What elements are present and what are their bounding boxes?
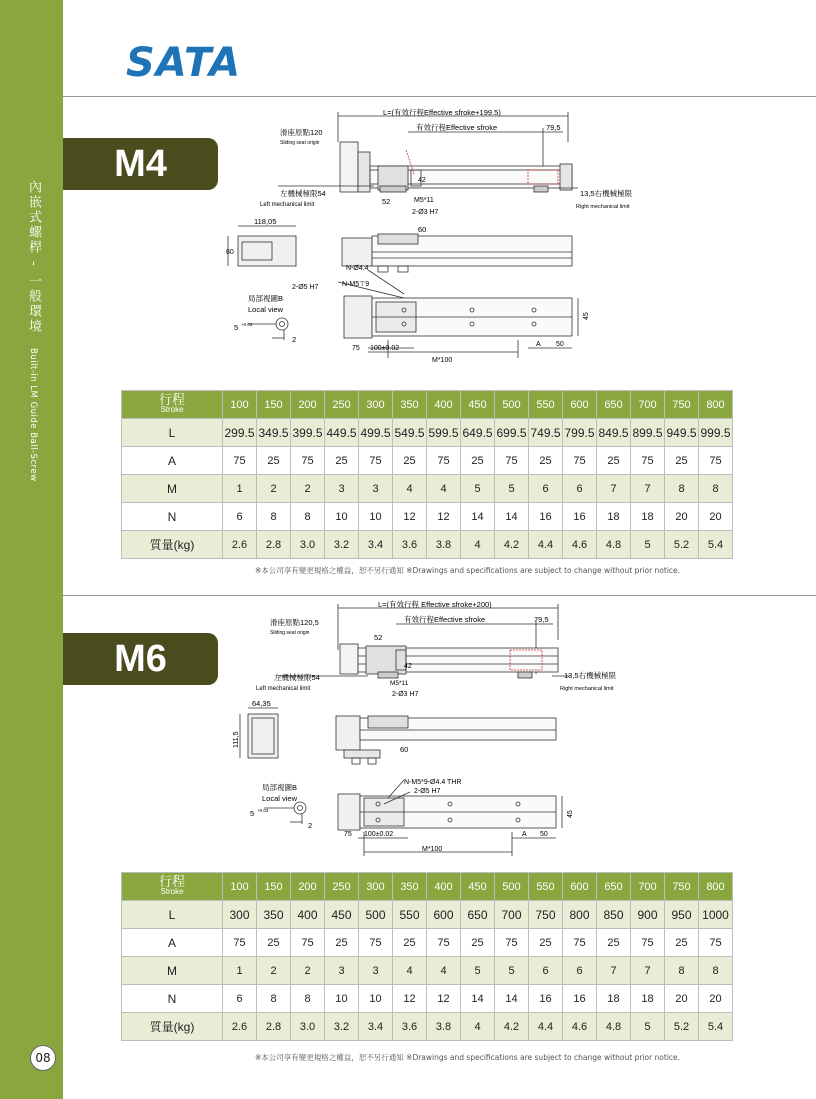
table-cell: 75 [359,447,393,475]
table-cell: 900 [631,901,665,929]
table-row [122,447,733,475]
m6-drawing [218,600,618,862]
stroke-value: 200 [291,873,325,901]
divider-middle [63,595,816,596]
table-cell: 799.5 [563,419,597,447]
stroke-value: 500 [495,391,529,419]
stroke-value: 700 [631,391,665,419]
m4-m5: M5*11 [414,197,434,204]
table-cell: 600 [427,901,461,929]
table-cell: 12 [427,985,461,1013]
table-cell: 75 [291,447,325,475]
table-cell: 4.6 [563,1013,597,1041]
m6-right-limit-en: Right mechanical limit [560,686,614,692]
table-cell: 950 [665,901,699,929]
table-cell: 5 [631,531,665,559]
table-cell: 2 [257,957,291,985]
table-cell: 25 [665,447,699,475]
m6-note: ※本公司享有變更規格之權益，恕不另行通知 ※Drawings and specifications are subject to change without prior notice. [255,1053,681,1062]
m6-hole-03: 2-Ø3 H7 [392,691,419,698]
table-cell: 8 [257,985,291,1013]
m4-dim-50: 50 [556,341,564,348]
m4-dim-right: 79,5 [546,123,561,132]
m6-dim-a: A [522,831,527,838]
table-row [122,1013,733,1041]
m4-dim-60: 60 [418,225,427,234]
m4-left-limit-en: Left mechanical limit [260,202,315,208]
table-cell: 2 [291,475,325,503]
m6-dim-50: 50 [540,831,548,838]
table-cell: 4 [461,1013,495,1041]
table-cell: 25 [529,929,563,957]
table-cell: 5 [631,1013,665,1041]
table-cell: 6 [529,957,563,985]
table-cell: 349.5 [257,419,291,447]
table-cell: 25 [393,929,427,957]
table-cell: 3.6 [393,531,427,559]
table-cell: 14 [461,503,495,531]
table-cell: 649.5 [461,419,495,447]
table-cell: 4 [427,475,461,503]
table-cell: 14 [495,503,529,531]
table-row [122,929,733,957]
table-cell: 14 [461,985,495,1013]
row-label: N [122,503,223,531]
table-cell: 75 [359,929,393,957]
table-cell: 75 [427,929,461,957]
table-cell: 10 [359,503,393,531]
table-cell: 2 [291,957,325,985]
table-cell: 4.6 [563,531,597,559]
table-cell: 350 [257,901,291,929]
stroke-value: 100 [223,391,257,419]
table-cell: 1 [223,957,257,985]
sidebar-subtitle: Built-in LM Guide Ball-Screw [28,348,38,482]
table-header-row [122,873,733,901]
table-cell: 749.5 [529,419,563,447]
table-cell: 8 [291,985,325,1013]
m6-height-111: 111,5 [233,731,240,748]
model-tab-m4: M4 [63,138,218,190]
m4-dim-42: 42 [418,177,426,184]
stroke-header-zh: 行程 [158,391,185,407]
table-cell: 6 [223,985,257,1013]
stroke-value: 650 [597,873,631,901]
table-cell: 10 [325,985,359,1013]
table-row [122,475,733,503]
table-cell: 12 [393,503,427,531]
stroke-value: 450 [461,391,495,419]
table-cell: 7 [631,475,665,503]
row-label: L [122,901,223,929]
m6-left-limit-en: Left mechanical limit [256,686,311,692]
sidebar-title [26,180,40,482]
table-cell: 3.4 [359,531,393,559]
m4-left-limit: 左機械極限54 [280,189,326,198]
table-cell: 25 [461,447,495,475]
m4-dim-45: 45 [583,312,590,320]
table-cell: 7 [597,475,631,503]
table-cell: 6 [563,475,597,503]
table-cell: 4.2 [495,531,529,559]
table-cell: 75 [563,929,597,957]
stroke-value: 600 [563,873,597,901]
model-tab-m6: M6 [63,633,218,685]
table-cell: 75 [563,447,597,475]
table-cell: 3.2 [325,531,359,559]
m6-dim-right: 79,5 [534,615,549,624]
m6-hole-05: 2-Ø5 H7 [414,788,441,795]
stroke-value: 650 [597,391,631,419]
stroke-value: 550 [529,873,563,901]
row-label: 質量(kg) [122,531,223,559]
stroke-value: 150 [257,391,291,419]
m6-slide-origin: 滑座原點120,5 [270,618,319,627]
stroke-value: 600 [563,391,597,419]
table-cell: 5.2 [665,531,699,559]
stroke-value: 550 [529,391,563,419]
m6-dim-42: 42 [404,663,412,670]
table-cell: 3.0 [291,1013,325,1041]
stroke-value: 250 [325,391,359,419]
m6-m100: M*100 [422,846,443,853]
table-cell: 14 [495,985,529,1013]
row-label: N [122,985,223,1013]
m4-height-60: 60 [226,249,234,256]
row-label: A [122,447,223,475]
table-cell: 300 [223,901,257,929]
m6-m5: M5*11 [390,680,409,687]
table-cell: 850 [597,901,631,929]
table-cell: 25 [325,447,359,475]
table-cell: 16 [529,985,563,1013]
table-cell: 25 [597,447,631,475]
m4-n-hole: N-Ø4.4 [346,265,369,272]
table-cell: 949.5 [665,419,699,447]
table-cell: 75 [699,929,733,957]
table-row [122,419,733,447]
table-cell: 75 [223,447,257,475]
m4-dim-100: 100±0.02 [370,345,400,352]
m6-left-limit: 左機械極限54 [274,673,320,682]
table-header-row [122,391,733,419]
m4-five: 5 [234,323,239,332]
page-number: 08 [30,1045,56,1071]
table-cell: 12 [393,985,427,1013]
table-cell: 3.6 [393,1013,427,1041]
table-cell: 75 [495,929,529,957]
stroke-value: 400 [427,391,461,419]
stroke-value: 700 [631,873,665,901]
table-cell: 18 [597,985,631,1013]
m4-hole-03: 2-Ø3 H7 [412,209,439,216]
table-cell: 4 [393,957,427,985]
table-cell: 25 [325,929,359,957]
sidebar-title-zh: 內嵌式螺桿 - 一般環境 [26,180,41,334]
table-cell: 4.4 [529,531,563,559]
row-label: A [122,929,223,957]
table-cell: 18 [631,503,665,531]
table-cell: 7 [631,957,665,985]
table-cell: 18 [597,503,631,531]
m6-length-formula: L=(有效行程 Effective sfroke+200) [378,600,492,609]
table-cell: 3.4 [359,1013,393,1041]
table-cell: 25 [529,447,563,475]
table-cell: 5 [461,475,495,503]
m4-dim-a: A [536,341,541,348]
table-cell: 849.5 [597,419,631,447]
stroke-value: 750 [665,873,699,901]
table-cell: 3 [359,475,393,503]
table-cell: 75 [699,447,733,475]
m4-hole-05: 2-Ø5 H7 [292,284,319,291]
table-cell: 8 [665,475,699,503]
m4-tol: +0.03 [241,322,253,327]
stroke-value: 100 [223,873,257,901]
table-cell: 4.4 [529,1013,563,1041]
table-cell: 2.6 [223,531,257,559]
m6-dim-45: 45 [567,810,574,818]
table-cell: 2.8 [257,531,291,559]
table-cell: 20 [699,503,733,531]
table-cell: 4 [393,475,427,503]
table-cell: 3.8 [427,1013,461,1041]
sidebar [0,0,63,1099]
stroke-value: 800 [699,391,733,419]
m6-dim-75: 75 [344,831,352,838]
m6-two: 2 [308,821,313,830]
table-cell: 800 [563,901,597,929]
table-cell: 450 [325,901,359,929]
table-cell: 1 [223,475,257,503]
m6-local-view-en: Local view [262,794,298,803]
table-row [122,985,733,1013]
m4-slide-origin-en: Sliding seat origin [280,140,320,146]
stroke-value: 500 [495,873,529,901]
table-cell: 399.5 [291,419,325,447]
m4-right-limit: 13,5右機械極限 [580,189,633,198]
table-cell: 3.2 [325,1013,359,1041]
row-label: 質量(kg) [122,1013,223,1041]
m6-slide-origin-en: Sliding seat origin [270,630,310,636]
stroke-value: 750 [665,391,699,419]
table-cell: 449.5 [325,419,359,447]
table-cell: 500 [359,901,393,929]
table-cell: 75 [223,929,257,957]
stroke-value: 150 [257,873,291,901]
table-cell: 899.5 [631,419,665,447]
table-cell: 699.5 [495,419,529,447]
table-cell: 16 [529,503,563,531]
stroke-value: 350 [393,873,427,901]
table-cell: 25 [393,447,427,475]
m4-dim-75: 75 [352,345,360,352]
table-cell: 75 [427,447,461,475]
m6-tol: +0.03 [257,808,269,813]
table-cell: 18 [631,985,665,1013]
table-cell: 5.2 [665,1013,699,1041]
m4-right-limit-en: Right mechanical limit [576,204,630,210]
m6-dim-52: 52 [374,633,383,642]
table-cell: 2.8 [257,1013,291,1041]
m4-n-m5: N-M5⊤9 [342,281,370,288]
table-cell: 549.5 [393,419,427,447]
table-cell: 16 [563,985,597,1013]
table-cell: 10 [325,503,359,531]
table-cell: 20 [665,503,699,531]
m4-m100: M*100 [432,357,453,364]
table-cell: 20 [665,985,699,1013]
table-cell: 8 [291,503,325,531]
table-cell: 75 [495,447,529,475]
m4-spec-table [121,390,733,559]
stroke-header-zh: 行程 [158,873,185,889]
table-cell: 4.8 [597,1013,631,1041]
table-row [122,901,733,929]
stroke-value: 450 [461,873,495,901]
table-cell: 299.5 [223,419,257,447]
table-cell: 25 [597,929,631,957]
m4-dim-52: 52 [382,197,391,206]
table-row [122,503,733,531]
m4-length-formula: L=(有效行程Effective sfroke+199.5) [383,108,501,117]
m6-effective-stroke: 有效行程Effective sfroke [404,615,486,624]
table-cell: 12 [427,503,461,531]
table-cell: 5 [461,957,495,985]
divider-top [63,96,816,97]
m4-effective-stroke: 有效行程Effective sfroke [416,123,498,132]
row-label: M [122,957,223,985]
table-cell: 75 [631,929,665,957]
m4-local-view-zh: 局部視圖B [248,294,284,303]
table-cell: 8 [699,475,733,503]
stroke-value: 350 [393,391,427,419]
m6-n-combo: N-M5*9-Ø4.4 THR [404,779,462,786]
table-cell: 10 [359,985,393,1013]
table-cell: 75 [631,447,665,475]
stroke-value: 300 [359,391,393,419]
table-cell: 6 [563,957,597,985]
table-cell: 25 [257,447,291,475]
m6-dim-100: 100±0.02 [364,831,394,838]
table-cell: 4 [427,957,461,985]
stroke-value: 800 [699,873,733,901]
table-cell: 750 [529,901,563,929]
table-row [122,531,733,559]
stroke-value: 200 [291,391,325,419]
table-cell: 25 [461,929,495,957]
stroke-header [122,873,223,901]
table-cell: 25 [665,929,699,957]
table-cell: 550 [393,901,427,929]
table-cell: 8 [699,957,733,985]
stroke-header-en: Stroke [160,404,184,414]
m6-width-64: 64,35 [252,699,271,708]
table-cell: 16 [563,503,597,531]
table-cell: 7 [597,957,631,985]
table-cell: 75 [291,929,325,957]
table-cell: 599.5 [427,419,461,447]
table-cell: 6 [529,475,563,503]
table-cell: 3 [325,957,359,985]
m4-local-view-en: Local view [248,305,284,314]
row-label: M [122,475,223,503]
table-cell: 3 [325,475,359,503]
m6-right-limit: 13,5右機械極限 [564,671,617,680]
table-cell: 3.8 [427,531,461,559]
m4-width-118: 118,05 [254,217,277,226]
table-cell: 2.6 [223,1013,257,1041]
m6-five: 5 [250,809,255,818]
m6-spec-table [121,872,733,1041]
table-cell: 5.4 [699,1013,733,1041]
table-cell: 8 [665,957,699,985]
table-cell: 20 [699,985,733,1013]
table-cell: 499.5 [359,419,393,447]
m6-dim-60: 60 [400,745,409,754]
table-cell: 8 [257,503,291,531]
m4-drawing [218,108,633,370]
table-cell: 5 [495,475,529,503]
m6-local-view-zh: 局部視圖B [262,783,298,792]
row-label: L [122,419,223,447]
table-cell: 4.2 [495,1013,529,1041]
m4-note: ※本公司享有變更規格之權益，恕不另行通知 ※Drawings and specifications are subject to change without prior notice. [255,566,681,575]
m4-slide-origin: 滑座原點120 [280,128,323,137]
stroke-value: 400 [427,873,461,901]
table-cell: 400 [291,901,325,929]
table-cell: 5 [495,957,529,985]
m4-two: 2 [292,335,297,344]
stroke-header [122,391,223,419]
table-cell: 25 [257,929,291,957]
stroke-value: 250 [325,873,359,901]
table-cell: 650 [461,901,495,929]
table-cell: 700 [495,901,529,929]
table-cell: 2 [257,475,291,503]
sata-logo: SATA [126,40,242,86]
table-cell: 1000 [699,901,733,929]
table-cell: 3.0 [291,531,325,559]
table-cell: 4.8 [597,531,631,559]
table-cell: 4 [461,531,495,559]
stroke-header-en: Stroke [160,886,184,896]
table-row [122,957,733,985]
table-cell: 6 [223,503,257,531]
table-cell: 5.4 [699,531,733,559]
table-cell: 999.5 [699,419,733,447]
stroke-value: 300 [359,873,393,901]
table-cell: 3 [359,957,393,985]
